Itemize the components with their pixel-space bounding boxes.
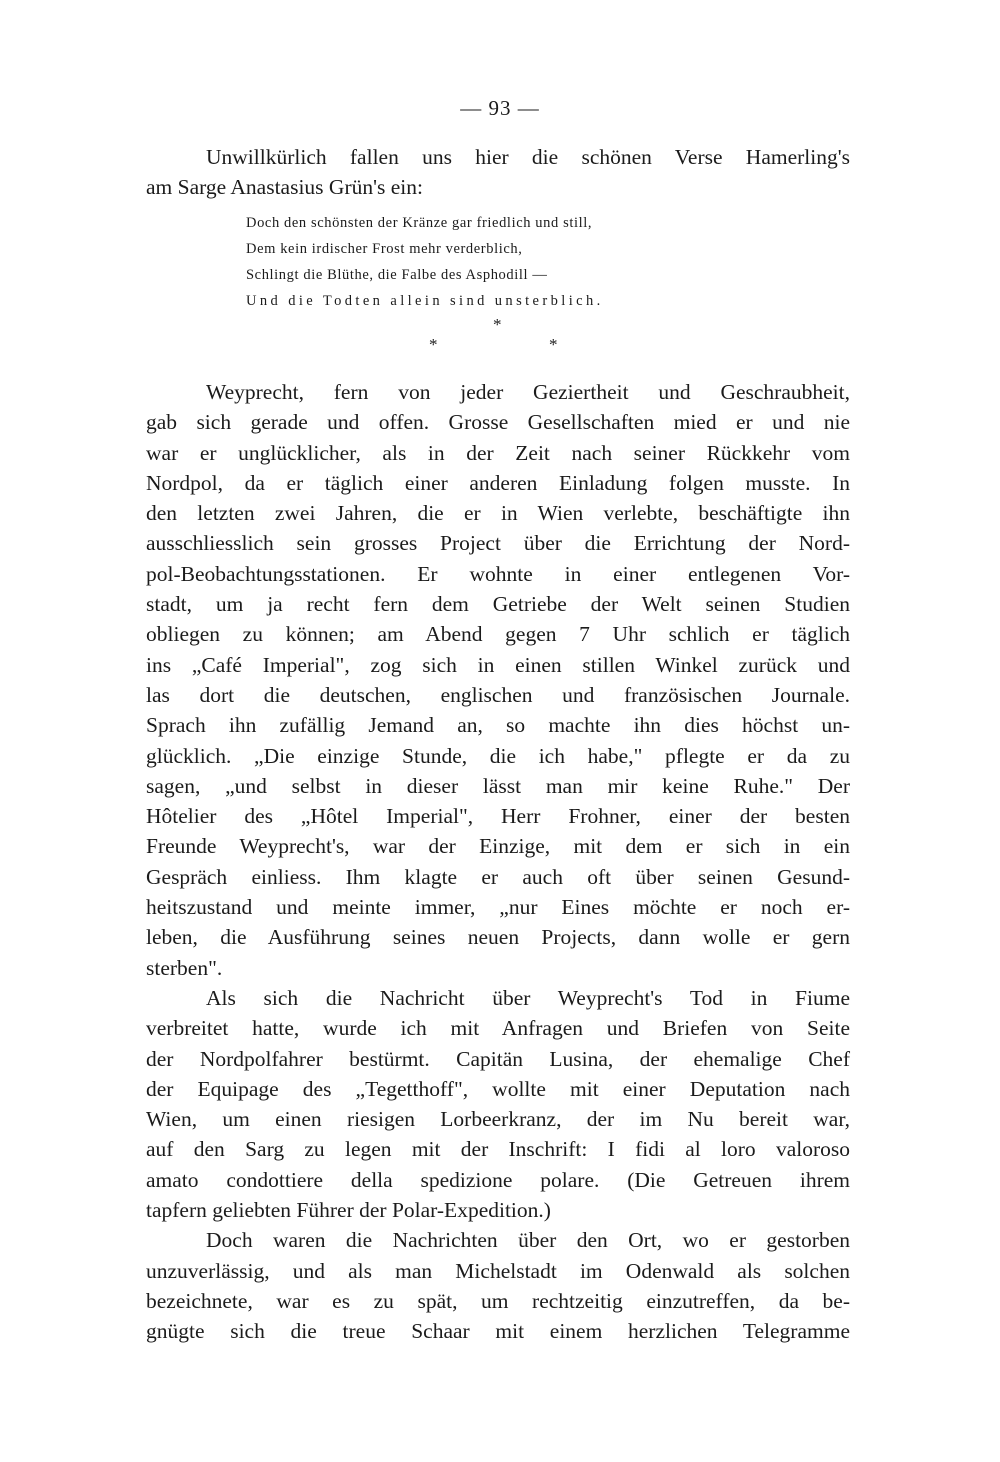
text-line: verbreitet hatte, wurde ich mit Anfragen und Briefen von Seite (146, 1016, 850, 1041)
poem-quote (246, 210, 604, 314)
text-line: amato condottiere della spedizione polare. (Die Getreuen ihrem (146, 1167, 850, 1192)
asterisk-icon: * (549, 335, 558, 354)
text-line: auf den Sarg zu legen mit der Inschrift: I fidi al loro valoroso (146, 1137, 850, 1162)
text-line: Weyprecht, fern von jeder Geziertheit und Geschraubheit, (206, 380, 850, 404)
asterisk-icon: * (493, 315, 502, 334)
intro-paragraph (146, 142, 850, 203)
text-line: war er unglücklicher, als in der Zeit nach seiner Rückkehr vom (146, 440, 850, 465)
text-line: heitszustand und meinte immer, „nur Eines möchte er noch er- (146, 895, 850, 920)
text-line: tapfern geliebten Führer der Polar-Expedition.) (146, 1198, 551, 1223)
text-line: Als sich die Nachricht über Weyprecht's Tod in Fiume (206, 985, 850, 1010)
verse-line: Dem kein irdischer Frost mehr verderblich, (246, 241, 523, 257)
text-line: gab sich gerade und offen. Grosse Gesellschaften mied er und nie (146, 410, 850, 435)
text-line: unzuverlässig, und als man Michelstadt im Odenwald als solchen (146, 1258, 850, 1283)
verse-line: Und die Todten allein sind unsterblich. (246, 293, 604, 309)
verse-line: Doch den schönsten der Kränze gar friedlich und still, (246, 215, 593, 231)
text-line: Freunde Weyprecht's, war der Einzige, mit dem er sich in ein (146, 834, 850, 859)
text-line: gnügte sich die treue Schaar mit einem herzlichen Telegramme (146, 1319, 850, 1344)
text-line: Doch waren die Nachrichten über den Ort, wo er gestorben (206, 1228, 850, 1253)
text-line: Unwillkürlich fallen uns hier die schönen Verse Hamerling's (206, 145, 850, 169)
text-line: bezeichnete, war es zu spät, um rechtzeitig einzutreffen, da be- (146, 1288, 850, 1313)
text-line: sagen, „und selbst in dieser lässt man mir keine Ruhe." Der (146, 773, 850, 798)
verse-line: Schlingt die Blüthe, die Falbe des Asphodill — (246, 267, 548, 283)
text-line: glücklich. „Die einzige Stunde, die ich habe," pflegte er da zu (146, 743, 850, 768)
text-line: pol-Beobachtungsstationen. Er wohnte in einer entlegenen Vor- (146, 561, 850, 586)
text-line: stadt, um ja recht fern dem Getriebe der Welt seinen Studien (146, 592, 850, 617)
body-text (146, 377, 850, 1347)
text-line: am Sarge Anastasius Grün's ein: (146, 175, 423, 200)
section-separator (420, 312, 580, 352)
text-line: sterben". (146, 955, 223, 980)
text-line: las dort die deutschen, englischen und französischen Journale. (146, 682, 850, 707)
text-line: Gespräch einliess. Ihm klagte er auch oft über seinen Gesund- (146, 864, 850, 889)
text-line: obliegen zu können; am Abend gegen 7 Uhr schlich er täglich (146, 622, 850, 647)
text-line: Wien, um einen riesigen Lorbeerkranz, der im Nu bereit war, (146, 1107, 850, 1132)
text-line: leben, die Ausführung seines neuen Projects, dann wolle er gern (146, 925, 850, 950)
page-number: — 93 — (460, 96, 540, 120)
text-line: den letzten zwei Jahren, die er in Wien verlebte, beschäftigte ihn (146, 501, 850, 526)
text-line: Nordpol, da er täglich einer anderen Einladung folgen musste. In (146, 470, 850, 495)
text-line: Sprach ihn zufällig Jemand an, so machte ihn dies höchst un- (146, 713, 850, 738)
text-line: ausschliesslich sein grosses Project über die Errichtung der Nord- (146, 531, 850, 556)
text-line: ins „Café Imperial", zog sich in einen stillen Winkel zurück und (146, 652, 850, 677)
text-line: Hôtelier des „Hôtel Imperial", Herr Frohner, einer der besten (146, 804, 850, 829)
text-line: der Equipage des „Tegetthoff", wollte mit einer Deputation nach (146, 1076, 850, 1101)
asterisk-icon: * (429, 335, 438, 354)
text-line: der Nordpolfahrer bestürmt. Capitän Lusina, der ehemalige Chef (146, 1046, 850, 1071)
